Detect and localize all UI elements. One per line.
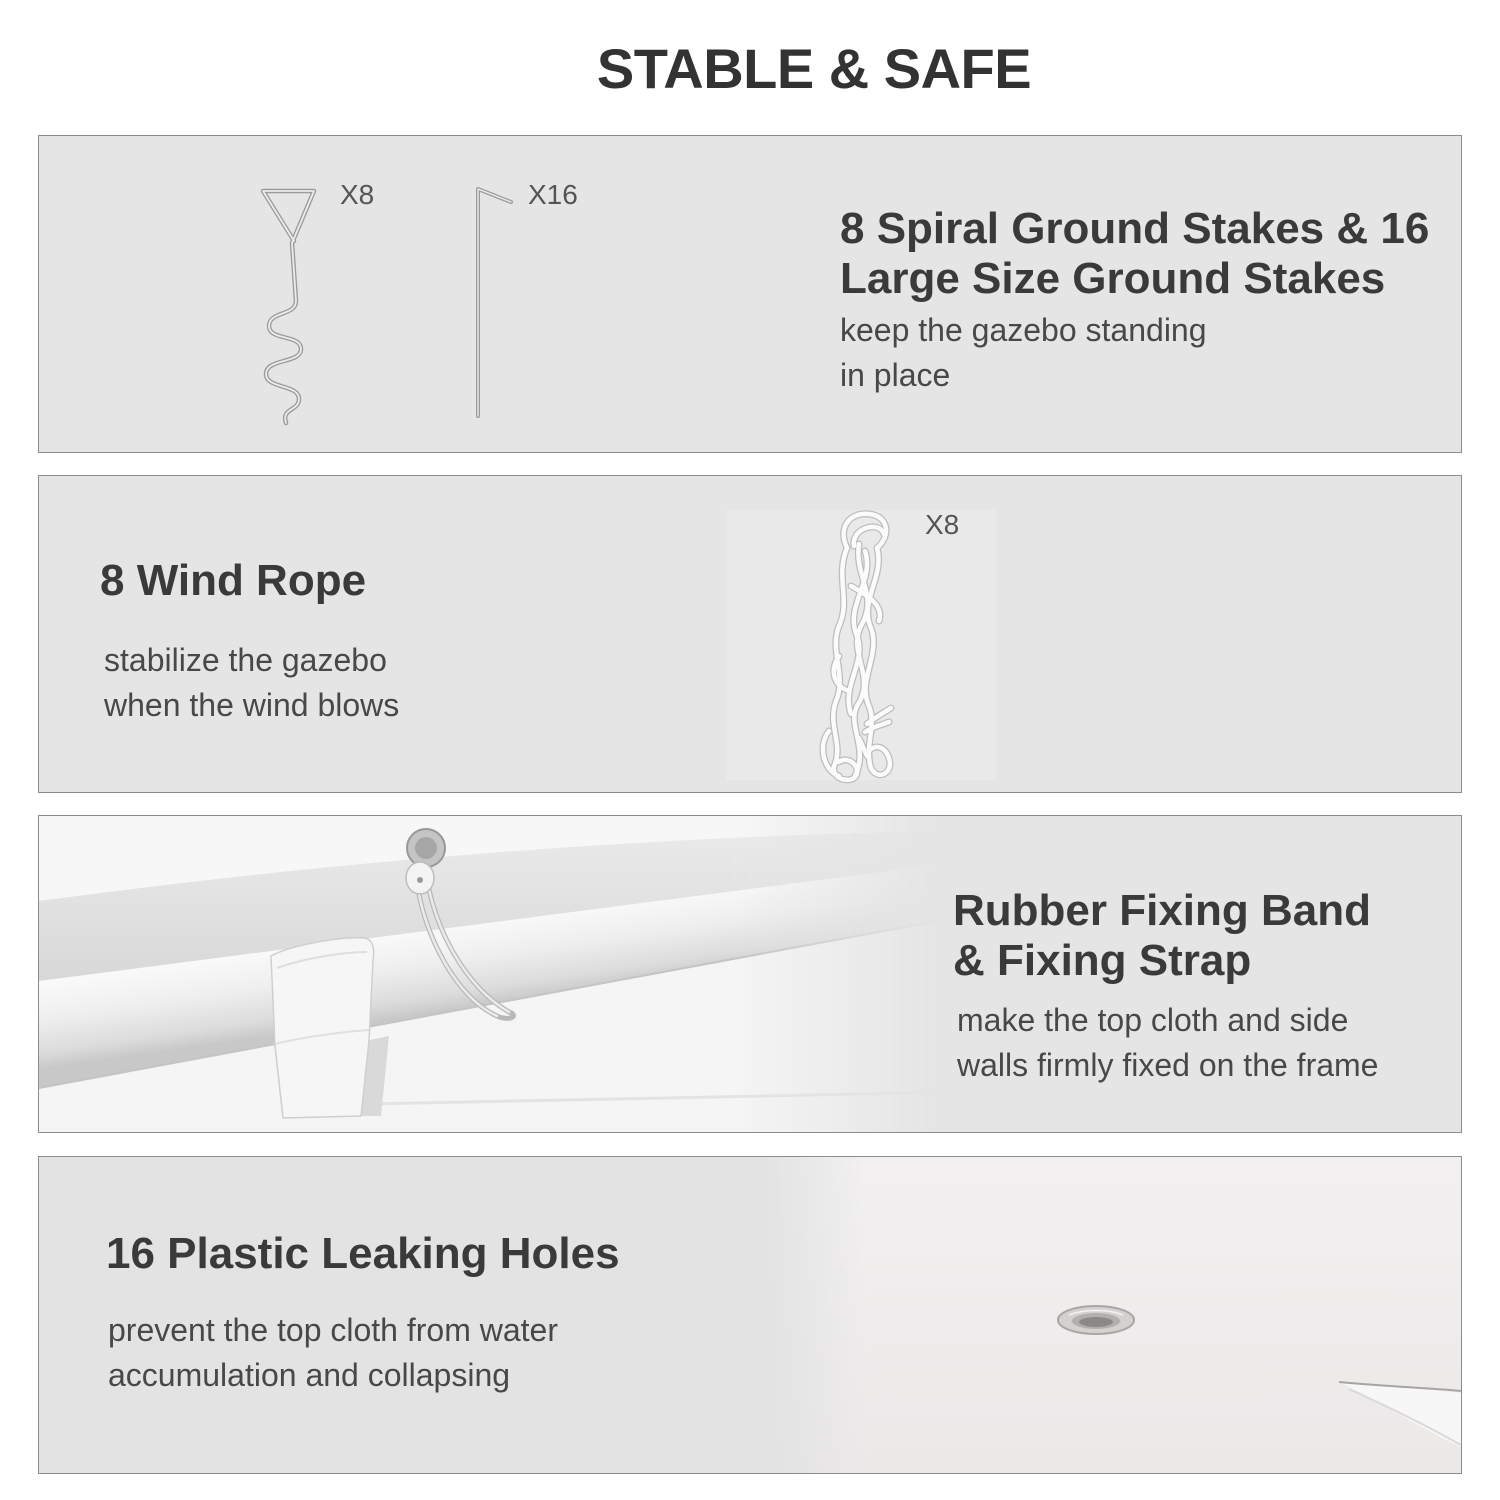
feature-panel-leaking-holes [38,1156,1462,1474]
panel-heading-line: 16 Plastic Leaking Holes [106,1229,620,1278]
canopy-frame-photo [39,816,959,1132]
panel-heading-line: Large Size Ground Stakes [840,254,1386,303]
panel-description [108,1308,558,1398]
panel-heading [100,556,366,606]
panel-heading-line: & Fixing Strap [953,936,1252,985]
panel-description-line: when the wind blows [104,687,400,723]
panel-description-line: make the top cloth and side [957,1002,1349,1038]
feature-panel-fixing-band [38,815,1462,1133]
panel-description-line: accumulation and collapsing [108,1357,511,1393]
feature-panel-ground-stakes [38,135,1462,453]
drain-hole-icon [1058,1306,1134,1334]
panel-description [104,638,399,728]
wind-rope-quantity: X8 [925,509,960,540]
panel-description-line: in place [840,357,951,393]
panel-heading-line: 8 Spiral Ground Stakes & 16 [840,204,1430,253]
panel-description-line: prevent the top cloth from water [108,1312,558,1348]
panel-heading-line: Rubber Fixing Band [953,886,1371,935]
panel-description-line: walls firmly fixed on the frame [957,1047,1379,1083]
feature-panel-wind-rope [38,475,1462,793]
panel-description [957,998,1378,1088]
panel-description-line: stabilize the gazebo [104,642,387,678]
ground-stake-icon [478,189,511,416]
wind-rope-illustration [39,476,1461,792]
spiral-stake-quantity: X8 [340,179,375,210]
ground-stake-quantity: X16 [528,179,578,210]
panel-description-line: keep the gazebo standing [840,312,1207,348]
panel-heading [840,204,1429,304]
panel-heading-line: 8 Wind Rope [100,556,367,605]
panel-heading [953,886,1371,986]
page-title: STABLE & SAFE [596,37,1032,100]
panel-heading [106,1229,620,1279]
canopy-top-photo [639,1157,1461,1473]
panel-description [840,308,1207,398]
spiral-stake-icon [263,191,314,423]
